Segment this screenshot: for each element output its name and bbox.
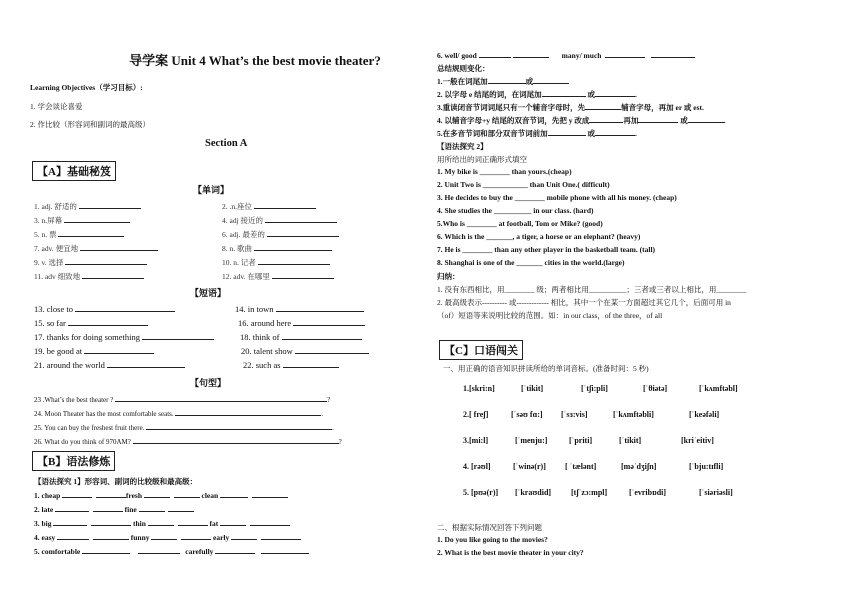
phonetic-row: 4. [rəʊl] [ˈwinə(r)] [ ˈtælənt] [məˈdʒiʃn] [ˈbju:tɪfli] [463,462,724,471]
grammar2-instruction: 用所给出的词正确形式填空 [437,155,527,164]
box-c-heading: 【C】口语闯关 [439,340,523,360]
oral-instruction: 一、用正确的语音知识拼读所给的单词音标。(准备时间：5 秒) [443,364,649,373]
objective-2: 2. 作比较（形容词和副词的最高级） [30,120,150,129]
grammar1-row: 4. easy funny early [34,532,301,542]
phrase-item: 20. talent show [241,346,369,356]
sentence-item: 26. What do you think of 970AM? ? [34,438,342,446]
phrase-item: 15. so far [34,318,148,328]
objectives-heading: Learning Objectives（学习目标）: [30,83,143,92]
words-heading: 【单词】 [193,185,230,195]
word-item: 8. n. 歌曲 [222,243,332,254]
grammar1-row-6: 6. well/ good many/ much [437,50,695,60]
sentences-heading: 【句型】 [190,378,227,388]
phrase-item: 19. be good at [34,346,154,356]
grammar1-row: 3. big thin fat [34,518,290,528]
word-item: 1. adj. 舒适的 [34,201,141,212]
grammar2-item: 8. Shanghai is one of the _______ cities in the world.(large) [437,258,625,267]
word-item: 10. n. 记者 [222,257,330,268]
phrases-heading: 【短语】 [190,288,227,298]
word-item: 2. .n.座位 [222,201,316,212]
sentence-item: 23 .What’s the best theater ? ? [34,396,331,404]
summary-heading: 归纳： [437,272,460,281]
grammar2-heading: 【语法探究 2】 [437,142,488,151]
sentence-item: 25. You can buy the freshest fruit there. . [34,424,334,432]
rule-item: 3.重读闭音节词词尾只有一个辅音字母时，先 辅音字母，再加 er 或 est. [437,103,704,112]
summary-item: 2. 最高级表示---------- 或------------- 相比，其中一个在某一方面超过其它几个，后面可用 in [437,298,731,307]
phrase-item: 13. close to [34,304,175,314]
phonetic-row: 2.[ freʃ] [ˈsəʊ fɑ:] [ˈsɜ:vis] [ˈkʌmftəbli] [ˈkeəfəli] [463,410,720,419]
right-column [437,0,837,607]
phrase-item: 18. think of [240,332,362,342]
rule-item: 4. 以辅音字母+y 结尾的双音节词，先把 y 改成 再加 或 . [437,116,726,125]
phonetic-row: 5. [pʊə(r)] [ˈkraʊdid] [tʃˈzɔ:mpl] [ˈevribɒdi] [ˈsiəriəsli] [463,488,733,497]
page-title: 导学案 Unit 4 What’s the best movie theater? [129,53,381,68]
grammar2-item: 2. Unit Two is ____________ than Unit One.( difficult) [437,180,610,189]
word-item: 6. adj. 最差的 [222,229,339,240]
phrase-item: 17. thanks for doing something [34,332,214,342]
rule-item: 5.在多音节词和部分双音节词前加 或 . [437,129,637,138]
grammar1-row: 1. cheap fresh clean [34,490,288,500]
phrase-item: 22. such as [243,360,339,370]
grammar2-item: 7. He is ________ than any other player in the basketball team. (tall) [437,245,656,254]
word-item: 5. n. 票 [34,229,124,240]
objective-1: 1. 学会谈论喜爱 [30,102,83,111]
grammar1-row: 2. late fine [34,504,194,514]
word-item: 3. n.屏幕 [34,215,130,226]
phonetic-row: 3.[mi:l] [ˈmenju:] [ˈpriti] [ˈtikit] [kriˈeitiv] [463,436,714,445]
summary-item: （of）短语等来说明比较的范围。如：in our class，of the three，of all [437,311,663,320]
grammar2-item: 6. Which is the _______, a tiger, a horse or an elephant? (heavy) [437,232,641,241]
word-item: 9. v. 选择 [34,257,147,268]
box-b-heading: 【B】语法修炼 [32,451,115,471]
grammar2-item: 4. She studies the __________ in our class. (hard) [437,206,594,215]
phrase-item: 21. around the world [34,360,185,370]
word-item: 11. adv 细致地 [34,271,144,282]
grammar1-row: 5. comfortable carefully [34,546,309,556]
section-heading: Section A [205,138,248,149]
box-a-heading: 【A】基础秘笈 [32,161,116,181]
phrase-item: 14. in town [235,304,364,314]
question-item: 2. What is the best movie theater in your city? [437,548,584,557]
grammar2-item: 1. My bike is ________ than yours.(cheap) [437,167,572,176]
grammar1-heading: 【语法探究 1】形容词、副词的比较级和最高级： [34,477,198,486]
grammar2-item: 3. He decides to buy the ________ mobile phone with all his money. (cheap) [437,193,677,202]
answer-instruction: 二、根据实际情况回答下列问题 [437,523,542,532]
phrase-item: 16. around here [238,318,365,328]
sentence-item: 24. Moon Theater has the most comfortable seats. . [34,410,324,418]
rule-item: 1.一般在词尾加 或 [437,76,569,87]
word-item: 7. adv. 便宜地 [34,243,158,254]
word-item: 4. adj 接近的 [222,215,337,226]
summary-item: 1. 没有东西相比，用________ 级；两者相比用__________；三者或三者以上相比，用________ [437,285,747,294]
word-item: 12. adv. 在哪里 [222,271,334,282]
question-item: 1. Do you like going to the movies? [437,535,548,544]
rules-heading: 总结规则变化： [437,64,490,73]
grammar2-item: 5.Who is ________ at football, Tom or Mike? (good) [437,219,603,228]
phonetic-row: 1.[skri:n] [ˈtikit] [ˈtʃi:pli] [ˈθiətə] [ˈkʌmftəbl] [463,384,738,393]
rule-item: 2. 以字母 e 结尾的词，在词尾加 或 . [437,90,637,99]
left-column [30,0,415,607]
